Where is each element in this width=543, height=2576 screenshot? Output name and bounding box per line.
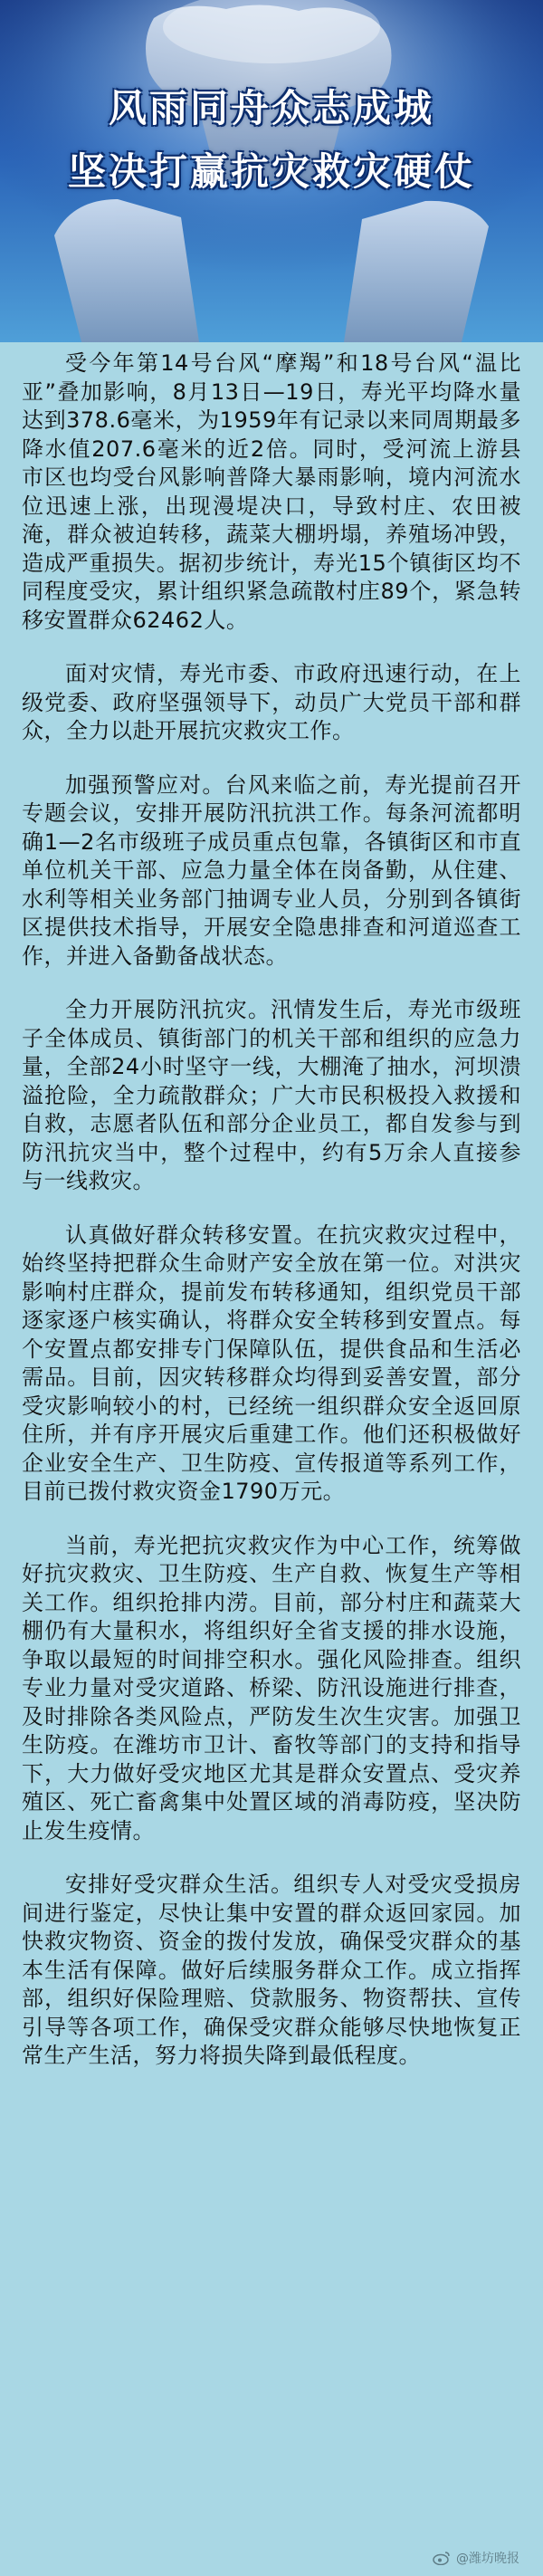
watermark: [433, 2549, 519, 2567]
header-banner: [0, 0, 543, 342]
paragraph-relocation: 认真做好群众转移安置。在抗灾救灾过程中，始终坚持把群众生命财产安全放在第一位。对洪灾影响村庄群众，提前发布转移通知，组织党员干部逐家逐户核实确认，将群众安全转移到安置点。每个安置点都安排专门保障队伍，提供食品和生活必需品。目前，因灾转移群众均得到妥善安置，部分受灾影响较小的村，已经统一组织群众安全返回原住所，并有序开展灾后重建工作。他们还积极做好企业安全生产、卫生防疫、宣传报道等系列工作，目前已拨付救灾资金1790万元。: [22, 1221, 521, 1504]
paragraph-livelihood: 安排好受灾群众生活。组织专人对受灾受损房间进行鉴定，尽快让集中安置的群众返回家园。加快救灾物资、资金的拨付发放，确保受灾群众的基本生活有保障。做好后续服务群众工作。成立指挥部，组织好保险理赔、贷款服务、物资帮扶、宣传引导等各项工作，确保受灾群众能够尽快地恢复正常生产生活，努力将损失降到最低程度。: [22, 1872, 521, 2068]
paragraph-flood-control: 全力开展防汛抗灾。汛情发生后，寿光市级班子全体成员、镇街部门的机关干部和组织的应急力量，全部24小时坚守一线，大棚淹了抽水，河坝溃溢抢险，全力疏散群众；广大市民积极投入救援和自救，志愿者队伍和部分企业员工，都自发参与到防汛抗灾当中，整个过程中，约有5万余人直接参与一线救灾。: [22, 997, 521, 1193]
weibo-icon: [433, 2551, 451, 2565]
article-body: [22, 342, 521, 2071]
paragraph-response: 面对灾情，寿光市委、市政府迅速行动，在上级党委、政府坚强领导下，动员广大党员干部和群众，全力以赴开展抗灾救灾工作。: [22, 661, 521, 743]
title-line-1: 风雨同舟众志成城: [108, 86, 434, 130]
paragraph-warning: 加强预警应对。台风来临之前，寿光提前召开专题会议，安排开展防汛抗洪工作。每条河流都明确1—2名市级班子成员重点包靠，各镇街区和市直单位机关干部、应急力量全体在岗备勤，从住建、水利等相关业务部门抽调专业人员，分别到各镇街区提供技术指导，开展安全隐患排查和河道巡查工作，并进入备勤备战状态。: [22, 771, 521, 969]
title-line-2: 坚决打赢抗灾救灾硬仗: [67, 149, 475, 194]
paragraph-current-work: 当前，寿光把抗灾救灾作为中心工作，统筹做好抗灾救灾、卫生防疫、生产自救、恢复生产等相关工作。组织抢排内涝。目前，部分村庄和蔬菜大棚仍有大量积水，将组织好全省支援的排水设施，争取以最短的时间排空积水。强化风险排查。组织专业力量对受灾道路、桥梁、防汛设施进行排查，及时排除各类风险点，严防发生次生灾害。加强卫生防疫。在潍坊市卫计、畜牧等部门的支持和指导下，大力做好受灾地区尤其是群众安置点、受灾养殖区、死亡畜禽集中处置区域的消毒防疫，坚决防止发生疫情。: [22, 1532, 521, 1843]
watermark-text: @潍坊晚报: [456, 2552, 519, 2566]
paragraph-intro: 受今年第14号台风“摩羯”和18号台风“温比亚”叠加影响，8月13日—19日，寿光平均降水量达到378.6毫米，为1959年有记录以来同周期最多降水值207.6毫米的近2倍。同时，受河流上游县市区也均受台风影响普降大暴雨影响，境内河流水位迅速上涨，出现漫堤决口，导致村庄、农田被淹，群众被迫转移，蔬菜大棚坍塌，养殖场冲毁，造成严重损失。据初步统计，寿光15个镇街区均不同程度受灾，累计组织紧急疏散村庄89个，紧急转移安置群众62462人。: [22, 350, 521, 633]
banner-title: [54, 77, 489, 204]
